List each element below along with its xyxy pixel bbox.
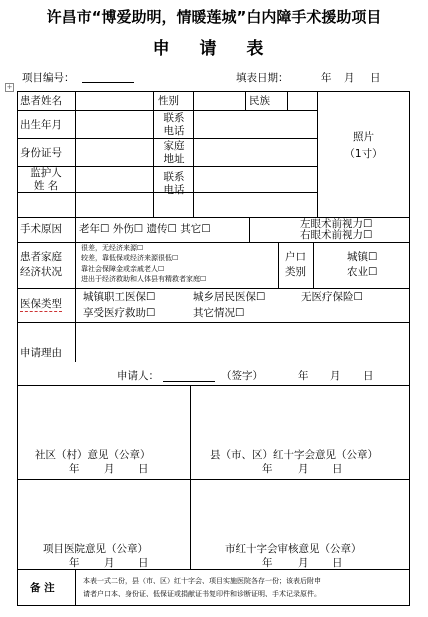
apply-reason-field[interactable]	[79, 325, 405, 361]
address-field[interactable]	[197, 145, 313, 161]
address-label-top: 家庭	[163, 140, 185, 152]
fill-date-label: 填表日期：	[236, 72, 289, 84]
gender-label: 性别	[158, 95, 179, 107]
hospital-day-label: 日	[138, 557, 149, 569]
ethnicity-field[interactable]	[290, 94, 315, 108]
guardian-name-field[interactable]	[79, 173, 151, 189]
gender-field[interactable]	[197, 94, 243, 108]
photo-placeholder[interactable]	[319, 93, 408, 215]
community-day-label: 日	[138, 463, 149, 475]
insurance-type-label: 医保类型	[20, 298, 62, 310]
county-month-label: 月	[298, 463, 309, 475]
hukou-label-bottom: 类别	[285, 266, 306, 278]
city-day-label: 日	[332, 557, 343, 569]
ethnicity-label: 民族	[249, 95, 270, 107]
id-number-field[interactable]	[79, 145, 151, 161]
econ-option-4[interactable]: 进出于经济救助和人体县有精救者家庭☐	[81, 275, 207, 283]
community-year-label: 年	[69, 463, 80, 475]
fill-year-label: 年	[321, 72, 332, 84]
hukou-label-top: 户口	[285, 251, 306, 263]
id-number-label: 身份证号	[20, 147, 62, 159]
insurance-urban-employee-option[interactable]: 城镇职工医保☐	[83, 291, 156, 303]
insurance-none-option[interactable]: 无医疗保险☐	[301, 291, 363, 303]
community-month-label: 月	[104, 463, 115, 475]
right-eye-vision-label[interactable]: 右眼术前视力☐	[300, 229, 373, 241]
table-move-handle-icon[interactable]: +	[6, 83, 13, 91]
phone-field[interactable]	[197, 117, 313, 133]
applicant-day-label: 日	[363, 370, 374, 382]
patient-name-field[interactable]	[79, 94, 151, 108]
surgery-reason-options[interactable]: 老年☐ 外伤☐ 遗传☐ 其它☐	[79, 223, 211, 235]
insurance-other-option[interactable]: 其它情况☐	[193, 307, 245, 319]
guardian-label-bottom: 姓 名	[33, 180, 59, 192]
left-eye-vision-label[interactable]: 左眼术前视力☐	[300, 218, 373, 230]
city-month-label: 月	[298, 557, 309, 569]
phone-label-top: 联系	[163, 112, 185, 124]
hospital-opinion-label: 项目医院意见（公章）	[43, 543, 148, 555]
signature-label: （签字）	[221, 370, 263, 382]
hospital-month-label: 月	[104, 557, 115, 569]
county-opinion-label: 县（市、区）红十字会意见（公章）	[210, 449, 378, 461]
photo-label: 照片	[353, 131, 374, 143]
project-number-label: 项目编号：	[22, 72, 75, 84]
surgery-reason-label: 手术原因	[20, 223, 62, 235]
form-title: 许昌市“博爱助明，情暖莲城”白内障手术援助项目	[46, 8, 382, 26]
insurance-resident-option[interactable]: 城乡居民医保☐	[193, 291, 266, 303]
form-subtitle: 申 请 表	[152, 39, 276, 59]
applicant-signature-field[interactable]	[163, 381, 215, 382]
remarks-text-line-1: 本表一式二份，县（市、区）红十字会、项目实施医院各存一份；该表后附申	[83, 577, 321, 585]
applicant-label: 申请人：	[117, 370, 159, 382]
hospital-year-label: 年	[69, 557, 80, 569]
applicant-month-label: 月	[330, 370, 341, 382]
econ-status-label-top: 患者家庭	[20, 251, 62, 263]
fill-month-label: 月	[344, 72, 355, 84]
city-opinion-label: 市红十字会审核意见（公章）	[225, 543, 362, 555]
remarks-label: 备 注	[30, 582, 55, 594]
apply-reason-label: 申请理由	[20, 347, 62, 359]
phone-label-bottom: 电话	[163, 125, 185, 137]
guardian-phone-label-top: 联系	[163, 171, 185, 183]
birth-date-field[interactable]	[79, 117, 151, 133]
community-opinion-label: 社区（村）意见（公章）	[35, 449, 151, 461]
hukou-town-option[interactable]: 城镇☐	[347, 251, 378, 263]
hukou-farm-option[interactable]: 农业☐	[347, 266, 378, 278]
birth-date-label: 出生年月	[20, 119, 62, 131]
guardian-phone-label-bottom: 电话	[163, 184, 185, 196]
photo-size-label: （1寸）	[344, 148, 383, 160]
fill-day-label: 日	[370, 72, 381, 84]
econ-option-1[interactable]: 很差，无经济来源☐	[81, 244, 144, 252]
econ-option-2[interactable]: 较差，靠低保或经济来源很低☐	[81, 254, 179, 262]
address-label-bottom: 地址	[163, 153, 185, 165]
applicant-year-label: 年	[298, 370, 309, 382]
city-year-label: 年	[262, 557, 273, 569]
county-year-label: 年	[262, 463, 273, 475]
patient-name-label: 患者姓名	[20, 95, 62, 107]
insurance-assistance-option[interactable]: 享受医疗救助☐	[83, 307, 156, 319]
project-number-field[interactable]	[82, 82, 134, 83]
application-form-table	[17, 91, 410, 606]
guardian-label-top: 监护人	[30, 167, 62, 179]
county-day-label: 日	[332, 463, 343, 475]
econ-status-label-bottom: 经济状况	[20, 266, 62, 278]
econ-option-3[interactable]: 靠社会保障金或亲戚老人☐	[81, 265, 165, 273]
guardian-phone-field[interactable]	[197, 173, 313, 189]
remarks-text-line-2: 请者户口本、身份证、低保证或捐献证书复印件和诊断证明、手术记录原件。	[83, 590, 321, 598]
